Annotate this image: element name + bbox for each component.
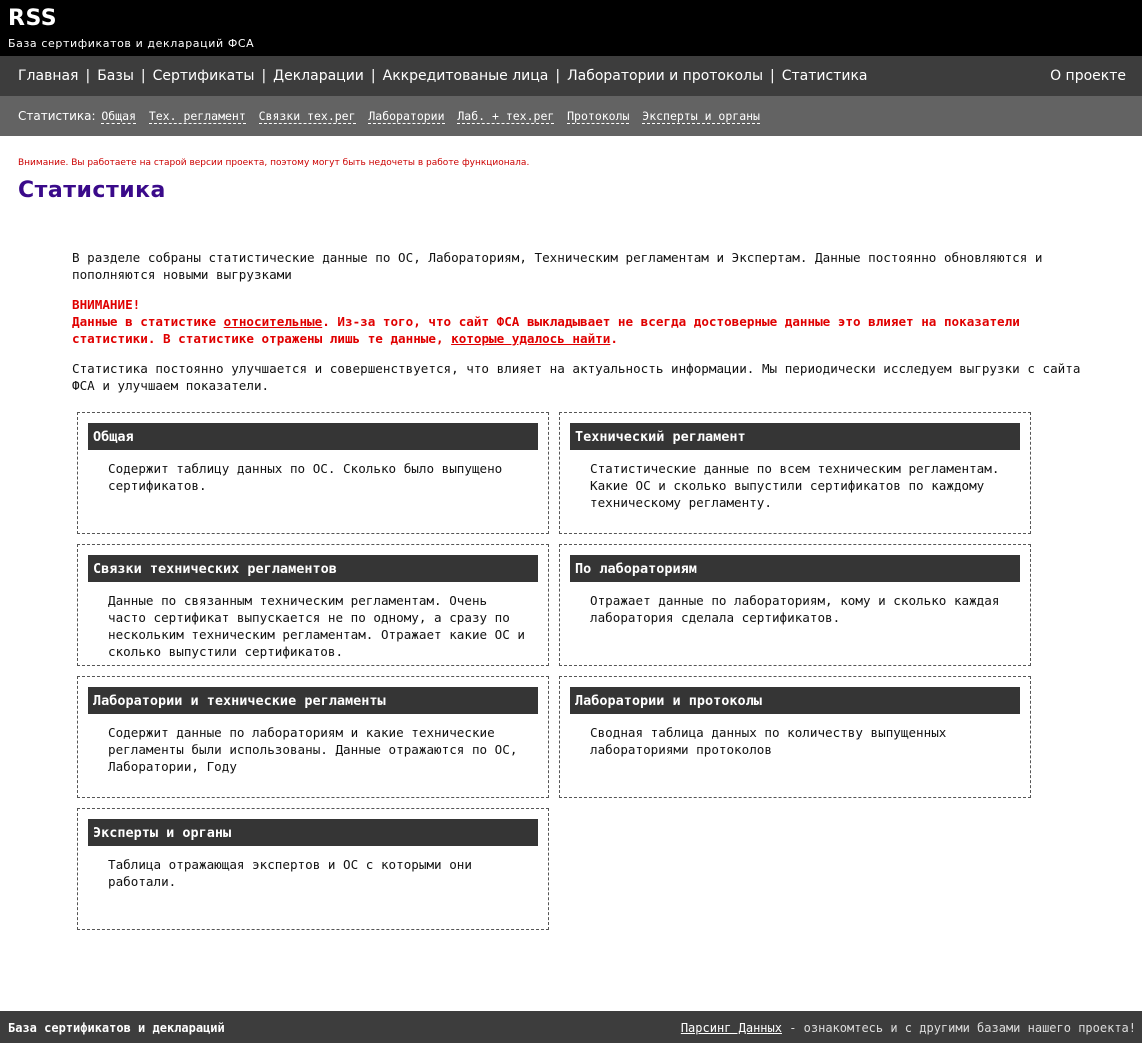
main-navigation [0, 56, 1142, 96]
card-general [77, 412, 549, 534]
alert-heading: ВНИМАНИЕ! [72, 297, 141, 312]
subnav-link-laboratories[interactable]: Лаборатории [368, 109, 445, 123]
nav-item-about[interactable]: О проекте [1050, 68, 1126, 84]
card-title[interactable]: Лаборатории и протоколы [570, 687, 1020, 714]
subnav-link-tech-regulation[interactable]: Тех. регламент [148, 109, 246, 123]
nav-item-labs-protocols[interactable]: Лаборатории и протоколы [567, 68, 764, 84]
card-description: Содержит таблицу данных по ОС. Сколько было выпущено сертификатов. [108, 461, 503, 493]
card-tech-regulation [559, 412, 1031, 534]
footer-promo [681, 1021, 1136, 1035]
nav-item-databases[interactable]: Базы [97, 68, 134, 84]
nav-item-statistics[interactable]: Статистика [781, 68, 868, 84]
intro-paragraph: В разделе собраны статистические данные по ОС, Лабораториям, Техническим регламентам и Экспертам. Данные постоянно обновляются и пополняются новыми выгрузками [72, 250, 1043, 282]
card-labs-protocols [559, 676, 1031, 798]
card-laboratories [559, 544, 1031, 666]
card-title[interactable]: Общая [88, 423, 538, 450]
statistics-subnav [0, 96, 1142, 136]
footer-title: База сертификатов и деклараций [8, 1021, 225, 1035]
subnav-link-experts-bodies[interactable]: Эксперты и органы [642, 109, 760, 123]
nav-separator: | [370, 68, 376, 84]
nav-separator: | [770, 68, 775, 84]
alert-text: Данные в статистике [72, 314, 224, 329]
card-description: Содержит данные по лабораториям и какие технические регламенты были использованы. Данные отражаются по ОС, Лаборатории, Году [108, 725, 518, 774]
card-description: Данные по связанным техническим регламентам. Очень часто сертификат выпускается не по одному, а сразу по нескольким техническим регламентам. Отражает какие ОС и сколько выпустили сертификатов. [108, 593, 526, 659]
subnav-label: Статистика: [18, 109, 96, 123]
card-labs-regulations [77, 676, 549, 798]
card-regulation-links [77, 544, 549, 666]
site-subtitle: База сертификатов и деклараций ФСА [8, 37, 255, 50]
card-description: Сводная таблица данных по количеству выпущенных лабораториями протоколов [590, 725, 947, 757]
card-title[interactable]: Связки технических регламентов [88, 555, 538, 582]
top-header [0, 0, 1142, 56]
card-description: Таблица отражающая экспертов и ОС с которыми они работали. [108, 857, 472, 889]
card-title[interactable]: Технический регламент [570, 423, 1020, 450]
card-title[interactable]: Эксперты и органы [88, 819, 538, 846]
card-title[interactable]: Лаборатории и технические регламенты [88, 687, 538, 714]
card-description: Отражает данные по лабораториям, кому и сколько каждая лаборатория сделала сертификатов. [590, 593, 1000, 625]
page-title: Статистика [18, 178, 166, 203]
alert-text: . Из-за того, что сайт ФСА выкладывает не всегда достоверные данные это влияет на показатели статистики. В статистике отражены лишь те данные, [72, 314, 1020, 346]
card-experts-bodies [77, 808, 549, 930]
alert-link-relative[interactable]: относительные [223, 314, 323, 329]
nav-item-home[interactable]: Главная [18, 68, 79, 84]
card-title[interactable]: По лабораториям [570, 555, 1020, 582]
old-version-warning: Внимание. Вы работаете на старой версии проекта, поэтому могут быть недочеты в работе функционала. [18, 158, 530, 168]
nav-separator: | [140, 68, 146, 84]
nav-item-accredited[interactable]: Аккредитованые лица [382, 68, 549, 84]
site-logo[interactable]: RSS [8, 6, 58, 31]
subnav-link-regulation-links[interactable]: Связки тех.рег [258, 109, 356, 123]
nav-item-declarations[interactable]: Декларации [273, 68, 364, 84]
improvement-paragraph: Статистика постоянно улучшается и совершенствуется, что влияет на актуальность информации. Мы периодически исследуем выгрузки с сайта ФСА и улучшаем показатели. [72, 361, 1081, 393]
intro-section [72, 249, 1082, 407]
footer-promo-text: - ознакомтесь и с другими базами нашего проекта! [781, 1021, 1136, 1035]
alert-text: . [610, 331, 618, 346]
data-alert [72, 296, 1082, 347]
subnav-link-labs-regulation[interactable]: Лаб. + тех.рег [457, 109, 555, 123]
subnav-link-general[interactable]: Общая [101, 109, 136, 123]
subnav-link-protocols[interactable]: Протоколы [567, 109, 630, 123]
nav-separator: | [85, 68, 91, 84]
nav-separator: | [555, 68, 561, 84]
alert-link-found[interactable]: которые удалось найти [451, 331, 611, 346]
nav-separator: | [261, 68, 267, 84]
card-description: Статистические данные по всем техническим регламентам. Какие ОС и сколько выпустили сертификатов по каждому техническому регламенту. [590, 461, 1000, 510]
nav-item-certificates[interactable]: Сертификаты [152, 68, 255, 84]
footer-parsing-link[interactable]: Парсинг Данных [680, 1021, 782, 1035]
page-footer [0, 1011, 1142, 1043]
